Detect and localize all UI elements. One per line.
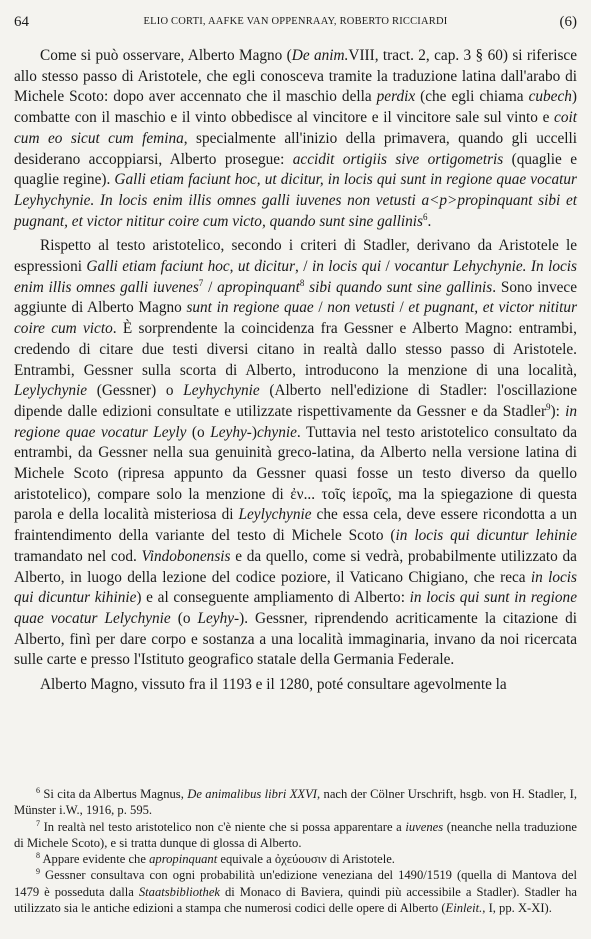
footnote-ref: 8 — [299, 277, 305, 288]
text-run: / — [313, 299, 328, 317]
text-run: tramandato nel cod. — [14, 547, 142, 565]
text-run: In realtà nel testo aristotelico non c'è niente che si possa apparentare a — [40, 819, 406, 834]
text-run: . Sono invece aggiunte di Alberto Magno — [14, 278, 578, 317]
text-run: , specialmente all'inizio della primavera, quando gli uccelli desiderano accoppiarsi, Alberto prosegue: — [14, 129, 578, 168]
footnote-8 — [14, 851, 577, 867]
italic-run: Leylychynie — [238, 506, 312, 524]
text-run: ). Gessner, riprendendo acriticamente la citazione di Alberto, finì per dare corpo e sostanza a una località immaginaria, invano da noi ricercata sulle carte e presso l'Istituto geografico statale della Germania Federale. — [14, 609, 577, 669]
text-run: (o — [186, 423, 211, 441]
text-run: Gessner consultava con ogni probabilità un'edizione veneziana del 1490/1519 (quella di Mantova del 1479 è posseduta dalla — [14, 868, 577, 899]
footnote-7 — [14, 819, 577, 852]
footnote-ref: 7 — [198, 277, 204, 288]
footnote-ref: 9 — [546, 401, 551, 412]
running-title-authors: ELIO CORTI, AAFKE VAN OPPENRAAY, ROBERTO RICCIARDI — [143, 16, 448, 27]
footnote-number: 6 — [36, 785, 40, 795]
italic-run: Einleit. — [445, 901, 483, 916]
italic-run: sibi quando sunt sine gallinis — [309, 278, 493, 296]
italic-run: in regione quae vocatur Leyly — [14, 402, 577, 441]
italic-run: apropinquant — [149, 852, 218, 867]
text-run: equivale a ὀχεύουσιν di Aristotele. — [217, 852, 395, 867]
text-run: (Alberto nell'edizione di Stadler: l'oscillazione dipende dalle edizioni consultate e utilizzate rispettivamente da Gessner e da Stadler — [14, 382, 577, 420]
italic-run: apropinquant — [217, 278, 300, 296]
italic-run: in locis qui dicuntur kihinie — [14, 568, 577, 607]
footnote-number: 7 — [36, 818, 40, 828]
page-number: 64 — [14, 14, 29, 30]
italic-run: non vetusti — [327, 299, 395, 317]
text-run: (Gessner) o — [87, 382, 184, 400]
text-run: Si cita da Albertus Magnus, — [40, 787, 188, 801]
running-header — [14, 14, 577, 34]
text-run: Appare evidente che — [40, 852, 150, 867]
text-run: che essa cela, deve essere ricondotta a un fraintendimento della variante del testo di Michele Scoto ( — [14, 506, 577, 545]
text-run: / — [381, 258, 395, 276]
italic-run: chynie — [256, 423, 297, 441]
italic-run: in locis qui — [311, 258, 382, 276]
paragraph-2 — [14, 236, 577, 671]
italic-run: De anim. — [291, 47, 349, 64]
italic-run: Staatsbibliothek — [138, 884, 221, 899]
text-run: . Tuttavia nel testo aristotelico consultato da entrambi, da Gessner nella sua genuinità greco-latina, da Alberto nella versione latina di Michele Scoto (ripresa appunto da Gessner quasi fosse un testo diverso da quello aristotelico), compare solo la menzione di ἐν... τοῖς ἱεροῖς, ma la spiegazione di questa parola e della località misteriosa di — [14, 423, 577, 524]
footnote-number: 8 — [36, 851, 40, 860]
italic-run: Galli etiam faciunt hoc, ut dicitur — [86, 258, 296, 276]
paragraph-3: Alberto Magno, vissuto fra il 1193 e il 1280, poté consultare agevolmente la — [40, 676, 507, 694]
text-run: ) e al conseguente ampliamento di Alberto: — [136, 589, 410, 607]
text-run: (neanche nella traduzione di Michele Scoto), e si tratta dunque di glossa di Alberto. — [14, 819, 577, 850]
italic-run: vocantur Lehychynie. In locis enim illis omnes galli iuvenes — [14, 258, 577, 296]
text-run: VIII, tract. 2, cap. 3 § 60) si riferisce allo stesso passo di Aristotele, che egli conosceva tramite la traduzione latina dall'arabo di Michele Scoto: dopo aver accennato che il maschio della — [14, 47, 577, 106]
italic-run: Leylychynie — [14, 382, 88, 400]
italic-run: Leyhychynie — [183, 382, 260, 400]
italic-run: accidit ortigiis sive ortigometris — [292, 150, 504, 168]
text-run: (che egli chiama — [415, 88, 529, 106]
text-run: . — [427, 212, 432, 230]
text-run: , / — [295, 258, 312, 276]
italic-run: cubech — [528, 88, 572, 106]
paragraph-1 — [14, 46, 577, 232]
italic-run: Vindobonensis — [141, 547, 231, 565]
text-run: ) — [251, 423, 257, 441]
italic-run: in locis qui sunt in regione quae vocatur Lelychynie — [14, 589, 577, 627]
footnotes — [14, 786, 577, 916]
text-run: (quaglie e quaglie regine). — [14, 150, 577, 189]
text-run: . È sorprendente la coincidenza fra Gessner e Alberto Magno: entrambi, credendo di citare due testi diversi citano in realtà dallo stesso passo di Aristotele. Entrambi, Gessner sulla scorta di Alberto, introducono la menzione di una località, — [14, 320, 577, 379]
italic-run: perdix — [376, 88, 416, 106]
text-run: ): — [550, 402, 566, 420]
text-run: Rispetto al testo aristotelico, secondo i criteri di Stadler, derivano da Aristotele le espressioni — [14, 237, 577, 276]
footnote-ref: 6 — [423, 211, 428, 222]
footnote-9 — [14, 867, 577, 916]
section-number: (6) — [559, 14, 577, 30]
italic-run: et pugnant, et victor nititur coire cum victo — [14, 299, 578, 338]
italic-run: Leyhy- — [210, 423, 252, 441]
text-run: di Monaco di Baviera, quindi più accessibile a Stadler). Stadler ha utilizzato sia le antiche edizioni a stampa che numerosi codici delle opere di Alberto ( — [14, 884, 577, 916]
main-text — [14, 46, 577, 696]
text-run: ) combatte con il maschio e il vinto obbedisce al vincitore e il vincitore sale sul vinto e — [14, 88, 577, 127]
text-run: , nach der Cölner Urschrift, hsgb. von H. Stadler, I, Münster i.W., 1916, p. 595. — [14, 787, 577, 818]
footnote-number: 9 — [36, 867, 40, 877]
italic-run: in locis qui dicuntur lehinie — [395, 527, 577, 545]
italic-run: Galli etiam faciunt hoc, ut dicitur, in locis qui sunt in regione quae vocatur Leyhychynie. In locis enim illis omnes galli iuvenes non vetusti a<p>propinquant sibi et pugnant, et victor nititur coire cum victo, quando sunt sine gallinis — [14, 171, 578, 230]
text-run: / — [203, 278, 218, 296]
footnote-6 — [14, 786, 577, 819]
italic-run: Leyhy- — [197, 609, 240, 627]
text-run: / — [394, 299, 409, 317]
italic-run: De animalibus libri XXVI — [187, 787, 317, 801]
italic-run: sunt in regione quae — [186, 299, 314, 317]
text-run: Come si può osservare, Alberto Magno ( — [40, 47, 292, 64]
text-run: , I, pp. X-XI). — [482, 901, 552, 916]
text-run: (o — [170, 609, 198, 627]
italic-run: coit cum eo sicut cum femina — [14, 109, 577, 147]
italic-run: iuvenes — [405, 819, 444, 834]
text-run: e da quello, come si vedrà, probabilmente utilizzato da Alberto, in luogo della lezione del codice poziore, il Vaticano Chigiano, che reca — [14, 547, 577, 586]
